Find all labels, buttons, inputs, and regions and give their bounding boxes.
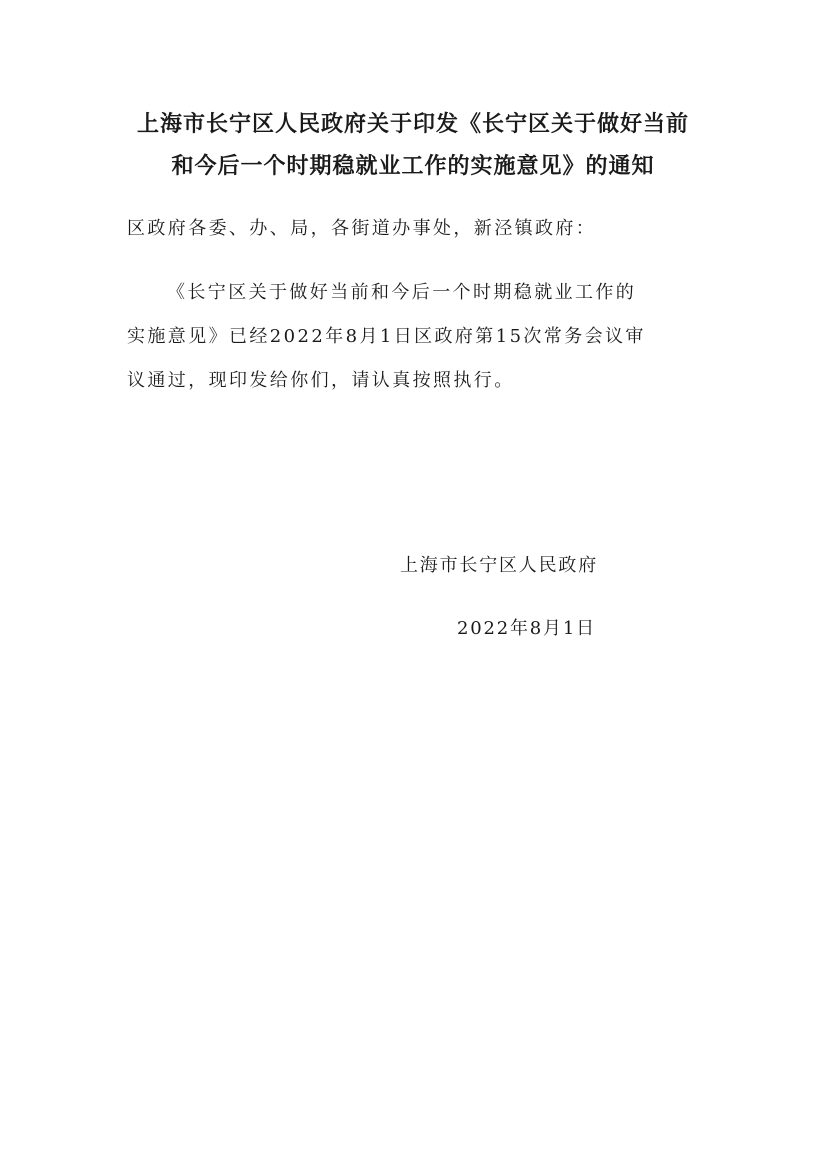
document-title-line-1: 上海市长宁区人民政府关于印发《长宁区关于做好当前 xyxy=(136,112,689,137)
document-title-line-2: 和今后一个时期稳就业工作的实施意见》的通知 xyxy=(171,154,655,179)
issuing-authority: 上海市长宁区人民政府 xyxy=(400,555,598,576)
salutation: 区政府各委、办、局，各街道办事处，新泾镇政府： xyxy=(127,218,597,239)
body-paragraph-line-3: 议通过，现印发给你们，请认真按照执行。 xyxy=(127,370,515,391)
body-paragraph-line-2: 实施意见》已经2022年8月1日区政府第15次常务会议审 xyxy=(127,326,646,347)
body-paragraph-line-1: 《长宁区关于做好当前和今后一个时期稳就业工作的 xyxy=(167,282,637,303)
issue-date: 2022年8月1日 xyxy=(457,618,596,639)
